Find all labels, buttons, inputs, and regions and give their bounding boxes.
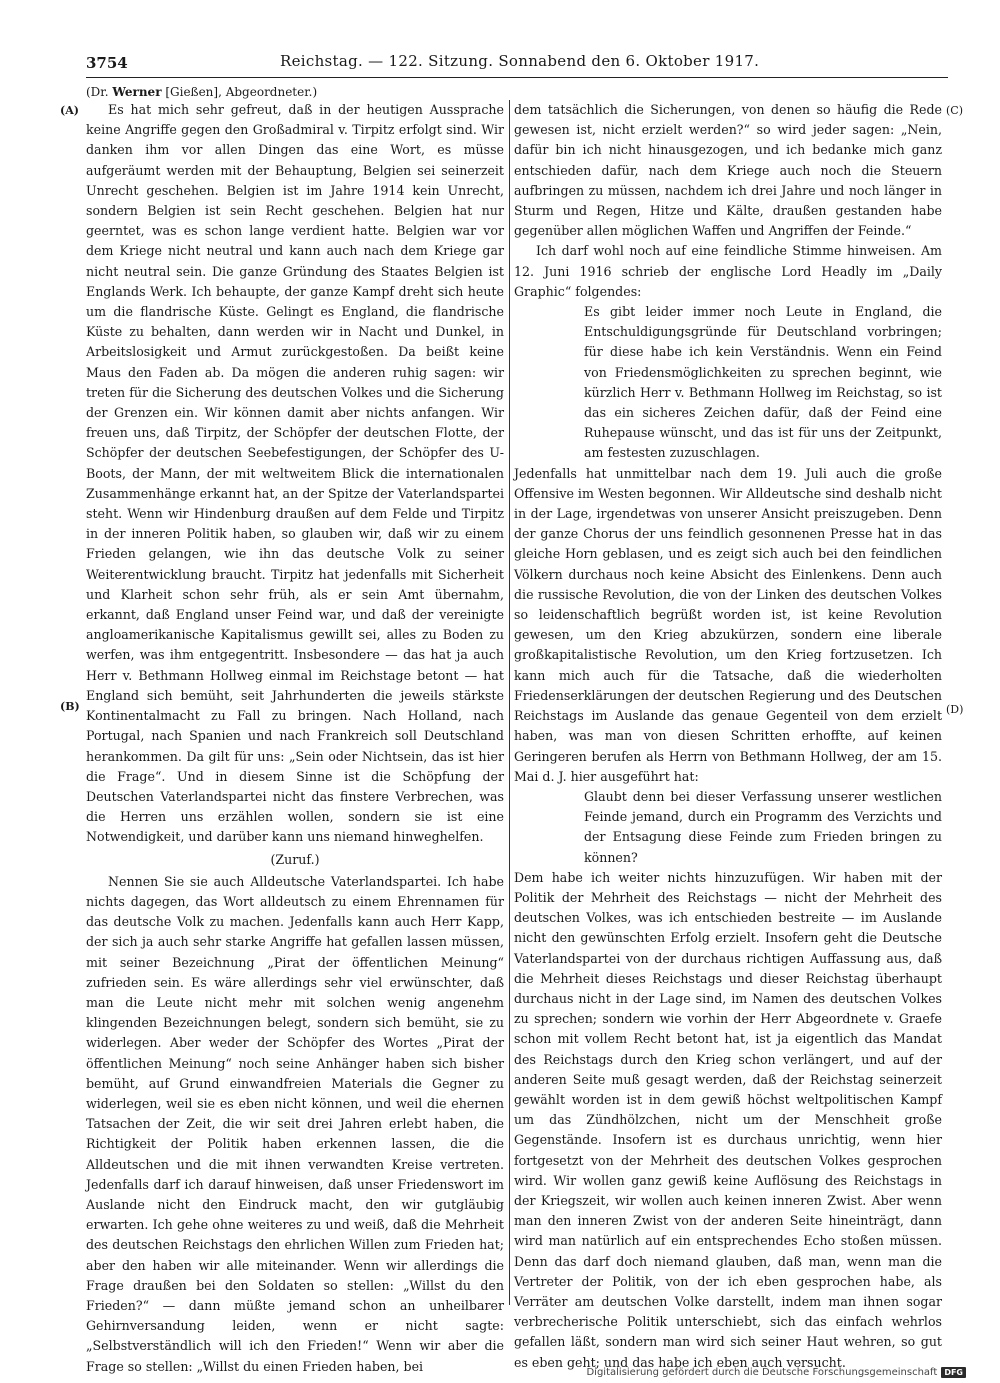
footer-credit: [586, 1367, 966, 1378]
left-column: [86, 100, 504, 1377]
block-quote: Es gibt leider immer noch Leute in England, die Entschuldigungsgründe für Deutschland vorbringen; für diese habe ich kein Verständnis. Wenn ein Feind von Friedensmöglichkeiten zu sprechen beginnt, wie kürzlich Herr v. Bethmann Hollweg im Reichstag, so ist das ein sicheres Zeichen dafür, daß der Feind eine Ruhepause wünscht, und das ist für uns der Zeitpunkt, am festesten zuzuschlagen.: [584, 304, 942, 461]
speaker-name: Werner: [112, 85, 162, 99]
paragraph: Ich darf wohl noch auf eine feindliche Stimme hinweisen. Am 12. Juni 1916 schrieb der englische Lord Headly im „Daily Graphic“ folgendes:: [514, 243, 942, 299]
footer-credit-text: Digitalisierung gefördert durch die Deutsche Forschungsgemeinschaft: [586, 1367, 938, 1378]
right-column: [514, 100, 942, 1373]
paragraph: Es hat mich sehr gefreut, daß in der heutigen Aussprache keine Angriffe gegen den Großadmiral v. Tirpitz erfolgt sind. Wir danken ihm vor allen Dingen das eine Wort, es müsse aufgeräumt werden mit der Behauptung, Belgien sei seinerzeit Unrecht geschehen. Belgien ist im Jahre 1914 kein Unrecht, sondern Belgien ist sein Recht geschehen. Belgien hat nur geerntet, was es schon lange verdient hatte. Belgien war vor dem Kriege nicht neutral und kann auch nach dem Kriege gar nicht neutral sein. Die ganze Gründung des Staates Belgien ist Englands Werk. Ich behaupte, der ganze Kampf dreht sich heute um die flandrische Küste. Gelingt es England, die flandrische Küste zu behalten, dann werden wir in Nacht und Dunkel, in Arbeitslosigkeit und Armut zurückgestoßen. Da beißt keine Maus den Faden ab. Da mögen die anderen ruhig sagen: wir treten für die Sicherung des deutschen Volkes und die Sicherung der Grenzen ein. Wir können damit aber nichts anfangen. Wir freuen uns, daß Tirpitz, der Schöpfer der deutschen Flotte, der Schöpfer der deutschen Seebefestigungen, der Schöpfer des U-Boots, der Mann, der mit weltweitem Blick die internationalen Zusammenhänge erkannt hat, an der Spitze der Vaterlandspartei steht. Wenn wir Hindenburg draußen auf dem Felde und Tirpitz in der inneren Politik haben, so glauben wir, daß wir zu einem Frieden gelangen, wie ihn das deutsche Volk zu seiner Weiterentwicklung braucht. Tirpitz hat jedenfalls mit Sicherheit und Klarheit schon sehr früh, als er sein Amt übernahm, erkannt, daß England unser Feind war, und daß der vereinigte angloamerikanische Kapitalismus gewillt sei, alles zu Boden zu werfen, was ihm entgegentritt. Insbesondere — das hat ja auch Herr v. Bethmann Hollweg einmal im Reichstage betont — hat England sich bemüht, seit Jahrhunderten die jeweils stärkste Kontinentalmacht zu Fall zu bringen. Nach Holland, nach Portugal, nach Spanien und nach Frankreich soll Deutschland herankommen. Da gilt für uns: „Sein oder Nichtsein, das ist hier die Frage“. Und in diesem Sinne ist die Schöpfung der Deutschen Vaterlandspartei nicht das finstere Verbrechen, was die Herren uns erzählen wollen, sondern sie ist eine Notwendigkeit, und darüber kann uns niemand hinweghelfen.: [86, 102, 504, 845]
header-rule: [86, 77, 948, 78]
speaker-prefix: (Dr.: [86, 85, 109, 99]
page-number: 3754: [86, 54, 128, 72]
margin-marker-d: (D): [946, 703, 964, 716]
interjection: (Zuruf.): [270, 851, 320, 867]
column-divider: [509, 100, 510, 1305]
margin-marker-a: (A): [60, 104, 79, 117]
paragraph: Nennen Sie sie auch Alldeutsche Vaterlandspartei. Ich habe nichts dagegen, das Wort alldeutsch zu einem Ehrennamen für das deutsche Volk zu machen. Jedenfalls kann auch Herr Kapp, der sich ja auch sehr starke Angriffe hat gefallen lassen müssen, mit seiner Bezeichnung „Pirat der öffentlichen Meinung“ zufrieden sein. Es wäre allerdings sehr viel erwünschter, daß man die Leute nicht mehr mit solchen wenig angenehm klingenden Bezeichnungen belegt, sondern sich bemüht, sie zu widerlegen. Aber weder der Schöpfer des Wortes „Pirat der öffentlichen Meinung“ noch seine Anhänger haben sich bisher bemüht, auf Grund einwandfreien Materials die Gegner zu widerlegen, weil sie es eben nicht können, und weil die ehernen Tatsachen der Zeit, die wir seit drei Jahren erlebt haben, die Richtigkeit der Politik haben erkennen lassen, die die Alldeutschen und die mit ihnen verwandten Kreise vertreten. Jedenfalls darf ich darauf hinweisen, daß unser Friedenswort im Auslande nicht den Eindruck macht, den wir gutgläubig erwarten. Ich gehe ohne weiteres zu und weiß, daß die Mehrheit des deutschen Reichstags den ehrlichen Willen zum Frieden hat; aber den haben wir alle miteinander. Wenn wir allerdings die Frage draußen bei den Soldaten so stellen: „Willst du den Frieden?“ — dann müßte jemand schon an unheilbarer Gehirnversandung leiden, wenn er nicht sagte: „Selbstverständlich will ich den Frieden!“ Wenn wir aber die Frage so stellen: „Willst du einen Frieden haben, bei: [86, 873, 504, 1374]
paragraph: dem tatsächlich die Sicherungen, von denen so häufig die Rede gewesen ist, nicht erzielt werden?“ so wird jeder sagen: „Nein, dafür bin ich nicht hinausgezogen, und ich bedanke mich ganz entschieden dafür, nach dem Kriege auch noch die Steuern aufbringen zu müssen, nachdem ich drei Jahre und noch länger in Sturm und Regen, Hitze und Kälte, draußen gestanden habe gegenüber allen möglichen Waffen und Angriffen der Feinde.“: [514, 102, 942, 239]
block-quote: Glaubt denn bei dieser Verfassung unserer westlichen Feinde jemand, durch ein Programm des Verzichts und der Entsagung diese Feinde zum Frieden bringen zu können?: [584, 788, 942, 865]
paragraph: Dem habe ich weiter nichts hinzuzufügen. Wir haben mit der Politik der Mehrheit des Reichstags — nicht der Mehrheit des deutschen Volkes, was ich entschieden bestreite — im Auslande nicht den gewünschten Erfolg erzielt. Insofern geht die Deutsche Vaterlandspartei von der durchaus richtigen Auffassung aus, daß die Mehrheit dieses Reichstags und dieser Reichstag überhaupt durchaus nicht in der Lage sind, im Namen des deutschen Volkes zu sprechen; sondern wie vorhin der Herr Abgeordnete v. Graefe schon mit vollem Recht betont hat, ist ja eigentlich das Mandat des Reichstags durch den Krieg schon verlängert, und auf der anderen Seite muß gesagt werden, daß der Reichstag seinerzeit gewählt worden ist in dem gewiß höchst weltpolitischen Kampf um das Zündhölzchen, nicht um der Menschheit große Gegenstände. Insofern ist es durchaus unrichtig, wenn hier fortgesetzt von der Mehrheit des deutschen Volkes gesprochen wird. Wir wollen ganz gewiß keine Auflösung des Reichstags in der Kriegszeit, wir wollen auch keinen inneren Zwist. Aber wenn man den inneren Zwist von der anderen Seite hineinträgt, dann wird man natürlich auf ein entsprechendes Echo stoßen müssen. Denn das darf doch niemand glauben, daß man, wenn man die Vertreter der Politik, von der ich eben gesprochen habe, als Verräter am deutschen Volke darstellt, indem man ihnen sogar verbrecherische Politik unterschiebt, sich das einfach wehrlos gefallen läßt, sondern man wird sich seiner Haut wehren, so gut es eben geht; und das habe ich eben auch versucht.: [514, 869, 942, 1370]
margin-marker-b: (B): [60, 700, 80, 713]
running-head: Reichstag. — 122. Sitzung. Sonnabend den 6. Oktober 1917.: [280, 52, 760, 70]
paragraph: Jedenfalls hat unmittelbar nach dem 19. Juli auch die große Offensive im Westen begonnen. Wir Alldeutsche sind deshalb nicht in der Lage, irgendetwas von unserer Ansicht preiszugeben. Denn der ganze Chorus der uns feindlich gesonnenen Presse hat in das gleiche Horn geblasen, und es zeigt sich auch bei den feindlichen Völkern durchaus noch keine Absicht des Einlenkens. Denn auch die russische Revolution, die von der Linken des deutschen Volkes so leidenschaftlich begrüßt worden ist, ist keine Revolution gewesen, um den Krieg abzukürzen, sondern eine liberale großkapitalistische Revolution, um den Krieg fortzusetzen. Ich kann mich auch für die Tatsache, daß die wiederholten Friedenserklärungen der deutschen Regierung und des Deutschen Reichstags im Auslande das genaue Gegenteil von dem erzielt haben, was man von diesen Schritten erhoffte, auf keinen Geringeren berufen als Herrn von Bethmann Hollweg, der am 15. Mai d. J. hier ausgeführt hat:: [514, 465, 942, 784]
margin-marker-c: (C): [946, 104, 963, 117]
speaker-suffix: [Gießen], Abgeordneter.): [165, 85, 318, 99]
speaker-line: [86, 85, 317, 99]
dfg-logo: DFG: [941, 1367, 966, 1378]
